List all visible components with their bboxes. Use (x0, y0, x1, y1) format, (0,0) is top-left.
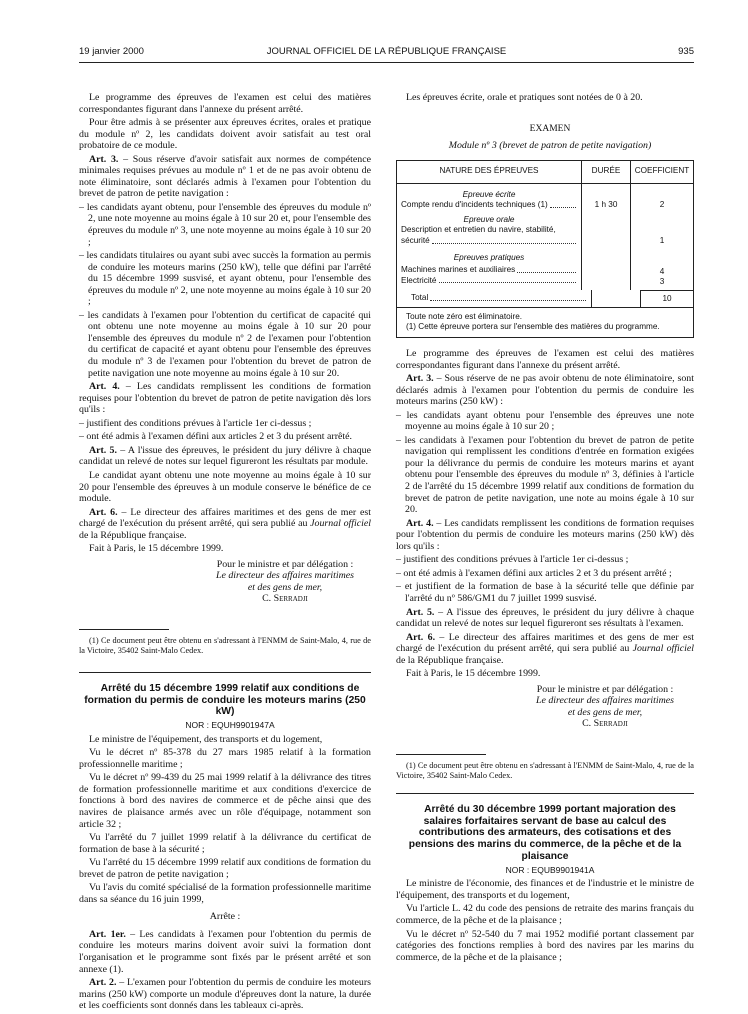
paragraph: Vu l'arrêté du 7 juillet 1999 relatif à la délivrance du certificat de formation de base à la sécurité ; (79, 832, 371, 855)
footnote: (1) Ce document peut être obtenu en s'adressant à l'ENMM de Saint-Malo, 4, rue de la Victoire, 35402 Saint-Malo Cedex. (396, 760, 694, 780)
section-separator (396, 793, 694, 794)
article-label: Art. 3. (89, 153, 119, 165)
footnote-rule (79, 629, 169, 630)
signatory-name: C. Serradji (582, 718, 628, 730)
module-heading: Module nº 3 (brevet de patron de petite navigation) (448, 140, 652, 152)
page-header (79, 46, 694, 60)
list-item: – les candidats à l'examen pour l'obtention du brevet de patron de petite navigation qui remplissent les conditions d'entrée en formation exigées pour la délivrance du permis de conduire les moteurs marins et ayant obtenu pour l'ensemble des épreuves du module nº 3, définies à l'article 2 de l'arrêté du 15 décembre 1999 relatif aux conditions de formation du brevet de patron de petite navigation, une note au moins égale à 10 sur 20. (396, 434, 694, 516)
article-label: Art. 3. (406, 373, 434, 385)
article-3: Art. 3. – Sous réserve de ne pas avoir obtenu de note éliminatoire, sont déclarés admis à l'examen pour l'obtention du permis de conduire les moteurs marins (250 kW) : (396, 373, 694, 408)
table-total-row (397, 290, 693, 307)
table-note: (1) Cette épreuve portera sur l'ensemble des matières du programme. (406, 321, 660, 331)
epreuve-section-title: Epreuves pratiques (453, 252, 525, 262)
fait-a-paris: Fait à Paris, le 15 décembre 1999. (89, 543, 224, 555)
footnote: (1) Ce document peut être obtenu en s'adressant à l'ENMM de Saint-Malo, 4, rue de la Victoire, 35402 Saint-Malo Cedex. (79, 635, 371, 655)
table-header-cell: DURÉE (581, 161, 630, 183)
fait-a-paris: Fait à Paris, le 15 décembre 1999. (406, 668, 541, 680)
exam-table (396, 160, 694, 338)
list-item: – les candidats titulaires ou ayant subi avec succès la formation au permis de conduire les moteurs marins (250 kW), telle que défini par l'arrêté du 15 décembre 1999 susvisé, et ayant obtenu, pour l'ensemble des épreuves du module nº 2, une note moyenne au moins égale à 10 sur 20 ; (79, 250, 371, 308)
article-5: Art. 5. – A l'issue des épreuves, le président du jury délivre à chaque candidat un relevé de notes sur lequel figureront ses résultats à l'examen. (396, 606, 694, 630)
list-item: – et justifient de la formation de base à la sécurité telle que définie par l'arrêté du nº 586/GM1 du 7 juillet 1999 susvisé. (396, 581, 694, 604)
nor-reference: NOR : EQUH9901947A (185, 720, 275, 731)
footnote-rule (396, 754, 486, 755)
article-label: Art. 5. (406, 606, 435, 618)
epreuve-section-title: Epreuve écrite (462, 189, 516, 199)
table-col-coefficient (630, 184, 693, 290)
paragraph: Le candidat ayant obtenu une note moyenne au moins égale à 10 sur 20 pour l'ensemble des épreuves à un module conserve le bénéfice de ce module. (79, 469, 371, 505)
paragraph: Vu l'article L. 42 du code des pensions de retraite des marins français du commerce, de la pêche et de la plaisance ; (396, 903, 694, 926)
paragraph: Pour être admis à se présenter aux épreuves écrites, orales et pratique du module nº 2, les candidats doivent avoir satisfait au test oral probatoire de ce module. (79, 117, 371, 152)
article-1: Art. 1er. – Les candidats à l'examen pour l'obtention du permis de conduire les moteurs marins doivent avoir suivi la formation dont l'organisation et le programme sont fixés par le présent arrêté et son annexe (1). (79, 928, 371, 975)
list-item: – les candidats ayant obtenu pour l'ensemble des épreuves une note moyenne au moins égale à 10 sur 20 ; (396, 409, 694, 433)
exam-heading: EXAMEN (529, 123, 571, 134)
article-label: Art. 6. (89, 506, 118, 518)
decree-title: Arrêté du 30 décembre 1999 portant majoration des salaires forfaitaires servant de base au calcul des contributions des armateurs, des cotisations et des pensions des marins du commerce, de la pêche et de la plaisance (408, 803, 682, 862)
table-header-cell: NATURE DES ÉPREUVES (439, 166, 539, 176)
table-header-row (397, 161, 693, 184)
paragraph: Vu le décret nº 85-378 du 27 mars 1985 relatif à la formation professionnelle maritime ; (79, 747, 371, 770)
paragraph: Le ministre de l'équipement, des transports et du logement, (89, 733, 323, 745)
list-item: – justifient des conditions prévues à l'article 1er ci-dessus ; (396, 554, 629, 566)
paragraph: Le ministre de l'économie, des finances et de l'industrie et le ministre de l'équipement, des transports et du logement, (396, 878, 694, 901)
table-cell: 4 (659, 266, 665, 276)
signature-block: Pour le ministre et par délégation : Le directeur des affaires maritimes et des gens de mer, C. Serradji (516, 684, 694, 730)
nor-reference: NOR : EQUB9901941A (505, 864, 595, 875)
article-label: Art. 5. (89, 444, 117, 456)
table-note: Toute note zéro est éliminatoire. (406, 311, 523, 321)
header-page-number: 935 (678, 46, 694, 57)
paragraph: Vu le décret nº 52-540 du 7 mai 1952 modifié portant classement par catégories des fonctions remplies à bord des navires par les marins du commerce, de la pêche et de la plaisance ; (396, 928, 694, 963)
list-item: – ont été admis à l'examen défini aux articles 2 et 3 du présent arrêté. (79, 431, 352, 443)
decree-title: Arrêté du 15 décembre 1999 relatif aux conditions de formation du permis de conduire les moteurs marins (250 kW) (84, 682, 366, 718)
article-6: Art. 6. – Le directeur des affaires maritimes et des gens de mer est chargé de l'exécution du présent arrêté, qui sera publié au Journal officiel de la République française. (79, 506, 371, 541)
paragraph: Les épreuves écrite, orale et pratiques sont notées de 0 à 20. (406, 92, 643, 103)
article-4: Art. 4. – Les candidats remplissent les conditions de formation requises pour l'obtention du brevet de patron de petite navigation dès lors qu'ils : (79, 381, 371, 416)
article-label: Art. 1er. (89, 928, 126, 940)
paragraph: Vu l'avis du comité spécialisé de la formation professionnelle maritime dans sa séance du 16 juin 1999, (79, 882, 371, 905)
list-item: – les candidats à l'examen pour l'obtention du certificat de capacité qui ont obtenu une note moyenne au moins égale à 10 sur 20 pour l'ensemble des épreuves du module nº 2 de l'examen pour l'obtention du certificat de capacité et ayant obtenu pour l'ensemble des épreuves du module nº 3 de l'examen pour l'obtention du brevet de patron de petite navigation une note moyenne au moins égale à 10 sur 20. (79, 309, 371, 379)
table-row: Compte rendu d'incidents techniques (1) (401, 200, 577, 211)
article-3: Art. 3. – Sous réserve d'avoir satisfait aux normes de compétence minimales requises prévues au module nº 1 et de ne pas avoir obtenu de note éliminatoire, sont déclarés admis à l'examen pour l'obtention du brevet de patron de petite navigation : (79, 153, 371, 200)
list-item: – les candidats ayant obtenu, pour l'ensemble des épreuves du module nº 2, une note moyenne au moins égale à 10 sur 20 et, pour l'ensemble des épreuves du module nº 3, une note moyenne au moins égale à 10 sur 20 ; (79, 201, 371, 248)
article-label: Art. 4. (406, 517, 434, 529)
signatory-name: C. Serradji (262, 593, 308, 605)
table-cell: 3 (659, 277, 665, 287)
table-notes (397, 307, 693, 337)
table-row: Electricité (401, 276, 577, 287)
table-cell: 1 (659, 236, 665, 246)
right-column (396, 92, 694, 965)
table-row-text: Description et entretien du navire, stabilité, (401, 225, 556, 235)
total-value: 10 (640, 290, 693, 307)
table-body (397, 184, 693, 290)
paragraph: Vu le décret nº 99-439 du 25 mai 1999 relatif à la délivrance des titres de formation professionnelle maritime et aux conditions d'exercice de fonctions à bord des navires de commerce et de pêche ainsi que des navires de plaisance armés avec un rôle d'équipage, notamment son article 32 ; (79, 772, 371, 830)
left-column (79, 92, 371, 1014)
paragraph: Le programme des épreuves de l'examen est celui des matières correspondantes figurant dans l'annexe du présent arrêté. (396, 348, 694, 371)
article-6: Art. 6. – Le directeur des affaires maritimes et des gens de mer est chargé de l'exécution du présent arrêté, qui sera publié au Journal officiel de la République française. (396, 631, 694, 666)
header-journal-title: JOURNAL OFFICIEL DE LA RÉPUBLIQUE FRANÇAISE (266, 46, 507, 57)
table-col-duree (581, 184, 630, 290)
table-col-nature (397, 184, 581, 290)
epreuve-section-title: Epreuve orale (463, 214, 515, 224)
article-label: Art. 2. (89, 977, 117, 989)
table-row: sécurité (401, 236, 577, 247)
table-row: Machines marines et auxiliaires (401, 265, 577, 276)
table-header-cell: COEFFICIENT (630, 161, 693, 183)
paragraph: Vu l'arrêté du 15 décembre 1999 relatif aux conditions de formation du brevet de patron de petite navigation ; (79, 857, 371, 880)
section-separator (79, 672, 371, 673)
paragraph: Le programme des épreuves de l'examen est celui des matières correspondantes figurant dans l'annexe du présent arrêté. (79, 92, 371, 115)
article-4: Art. 4. – Les candidats remplissent les conditions de formation requises pour l'obtention du permis de conduire les moteurs marins (250 kW) dès lors qu'ils : (396, 517, 695, 552)
list-item: – justifient des conditions prévues à l'article 1er ci-dessus ; (79, 417, 312, 429)
table-cell: 2 (659, 199, 665, 209)
arrete-heading: Arrête : (209, 911, 241, 923)
header-date: 19 janvier 2000 (79, 46, 144, 57)
table-cell: 1 h 30 (594, 199, 618, 209)
header-rule (79, 62, 694, 63)
signature-block: Pour le ministre et par délégation : Le directeur des affaires maritimes et des gens de mer, C. Serradji (199, 559, 371, 605)
article-2: Art. 2. – L'examen pour l'obtention du permis de conduire les moteurs marins (250 kW) comporte un module d'épreuves dont la nature, la durée et les coefficients sont donnés dans les tableaux ci-après. (79, 977, 371, 1012)
list-item: – ont été admis à l'examen défini aux articles 2 et 3 du présent arrêté ; (396, 567, 672, 579)
total-label: Total (411, 293, 429, 303)
article-label: Art. 6. (406, 631, 436, 643)
article-5: Art. 5. – A l'issue des épreuves, le président du jury délivre à chaque candidat un relevé de notes sur lequel figureront les résultats par module. (79, 444, 371, 468)
article-label: Art. 4. (89, 381, 120, 393)
